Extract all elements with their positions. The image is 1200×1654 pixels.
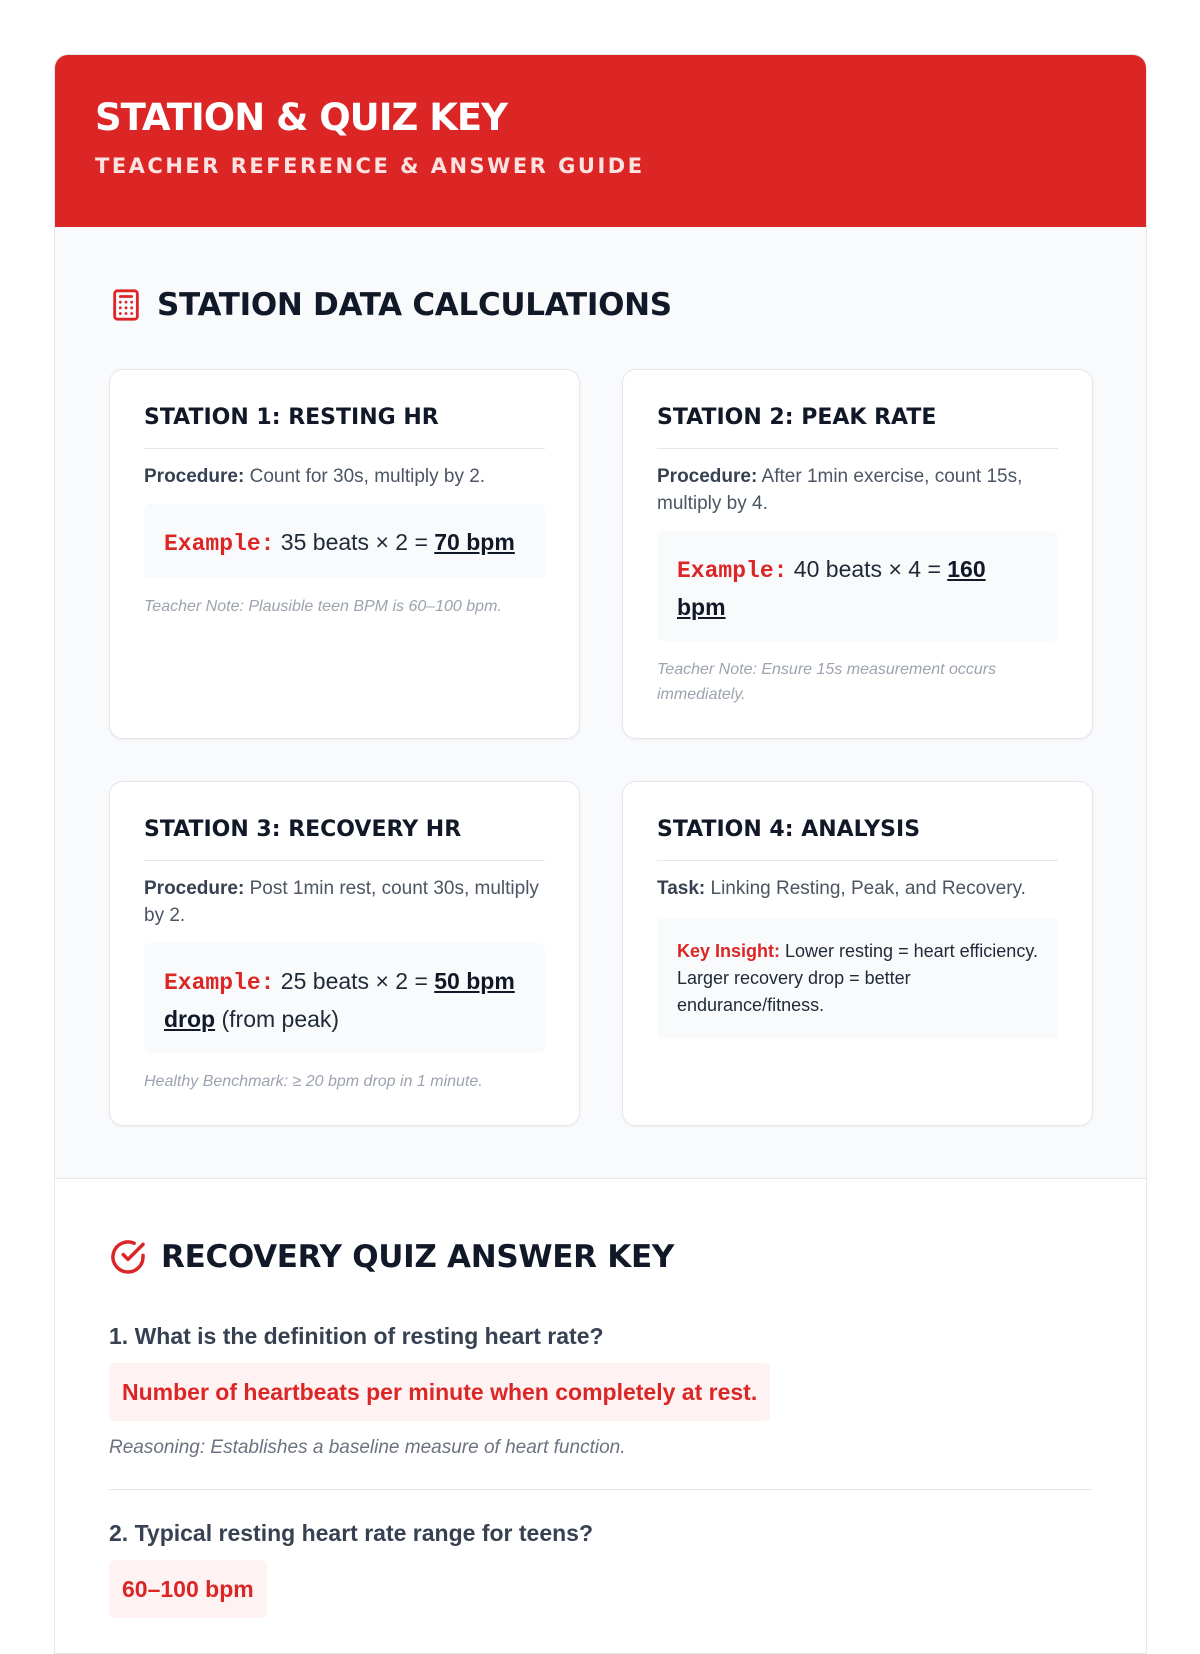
example-answer: 50 bpm drop — [164, 968, 515, 1032]
quiz-item-2 — [109, 1518, 1092, 1618]
station-procedure — [144, 875, 545, 929]
answer-key-sheet — [54, 54, 1147, 1654]
example-label: Example: — [164, 531, 275, 557]
station-procedure — [657, 463, 1058, 517]
station-example — [144, 943, 545, 1053]
station-example — [657, 531, 1058, 641]
station-title: STATION 1: RESTING HR — [144, 404, 545, 449]
quiz-question: 1. What is the definition of resting heart rate? — [109, 1323, 604, 1349]
procedure-label: Procedure: — [144, 466, 245, 487]
quiz-question: 2. Typical resting heart rate range for teens? — [109, 1520, 593, 1546]
calculator-icon — [109, 288, 143, 322]
example-calc: 25 beats × 2 = — [274, 968, 435, 994]
task-text: Linking Resting, Peak, and Recovery. — [705, 878, 1026, 899]
example-calc: 35 beats × 2 = — [274, 529, 435, 555]
example-calc: 40 beats × 4 = — [787, 556, 948, 582]
stations-section-title — [109, 283, 1092, 327]
example-label: Example: — [677, 558, 788, 584]
station-title: STATION 3: RECOVERY HR — [144, 816, 545, 861]
station-procedure — [144, 463, 545, 490]
procedure-text: Post 1min rest, count 30s, multiply by 2. — [144, 878, 539, 926]
station-cards-grid — [109, 369, 1092, 1126]
station-card-4 — [622, 781, 1093, 1126]
quiz-reasoning: Reasoning: Establishes a baseline measure of heart function. — [109, 1435, 1092, 1490]
procedure-label: Procedure: — [657, 466, 758, 487]
example-answer: 70 bpm — [434, 529, 515, 555]
page-title: STATION & QUIZ KEY — [95, 96, 507, 139]
procedure-text: Count for 30s, multiply by 2. — [244, 466, 486, 487]
quiz-heading: RECOVERY QUIZ ANSWER KEY — [161, 1239, 674, 1275]
stations-section — [55, 227, 1146, 1179]
station-card-2 — [622, 369, 1093, 739]
insight-text: Lower resting = heart efficiency. Larger recovery drop = better endurance/fitness. — [677, 941, 1038, 1015]
example-answer: 160 bpm — [677, 556, 986, 620]
station-title: STATION 4: ANALYSIS — [657, 816, 1058, 861]
example-suffix: (from peak) — [215, 1006, 340, 1032]
station-note: Teacher Note: Plausible teen BPM is 60–100 bpm. — [144, 598, 502, 615]
example-label: Example: — [164, 970, 275, 996]
station-note: Teacher Note: Ensure 15s measurement occurs immediately. — [657, 661, 997, 703]
insight-label: Key Insight: — [677, 941, 781, 961]
station-example — [144, 504, 545, 578]
quiz-section — [55, 1179, 1146, 1618]
station-card-1 — [109, 369, 580, 739]
quiz-section-title — [109, 1235, 1092, 1279]
station-card-3 — [109, 781, 580, 1126]
page-header — [55, 55, 1146, 227]
procedure-label: Procedure: — [144, 878, 245, 899]
page-subtitle: TEACHER REFERENCE & ANSWER GUIDE — [95, 154, 645, 178]
key-insight — [657, 918, 1058, 1039]
check-circle-icon — [109, 1238, 147, 1276]
quiz-answer: Number of heartbeats per minute when completely at rest. — [109, 1363, 770, 1421]
station-task — [657, 875, 1058, 902]
task-label: Task: — [657, 878, 706, 899]
quiz-item-1 — [109, 1321, 1092, 1490]
station-title: STATION 2: PEAK RATE — [657, 404, 1058, 449]
stations-heading: STATION DATA CALCULATIONS — [157, 287, 672, 323]
station-note: Healthy Benchmark: ≥ 20 bpm drop in 1 minute. — [144, 1073, 483, 1090]
procedure-text: After 1min exercise, count 15s, multiply by 4. — [657, 466, 1023, 514]
quiz-answer: 60–100 bpm — [109, 1560, 267, 1618]
